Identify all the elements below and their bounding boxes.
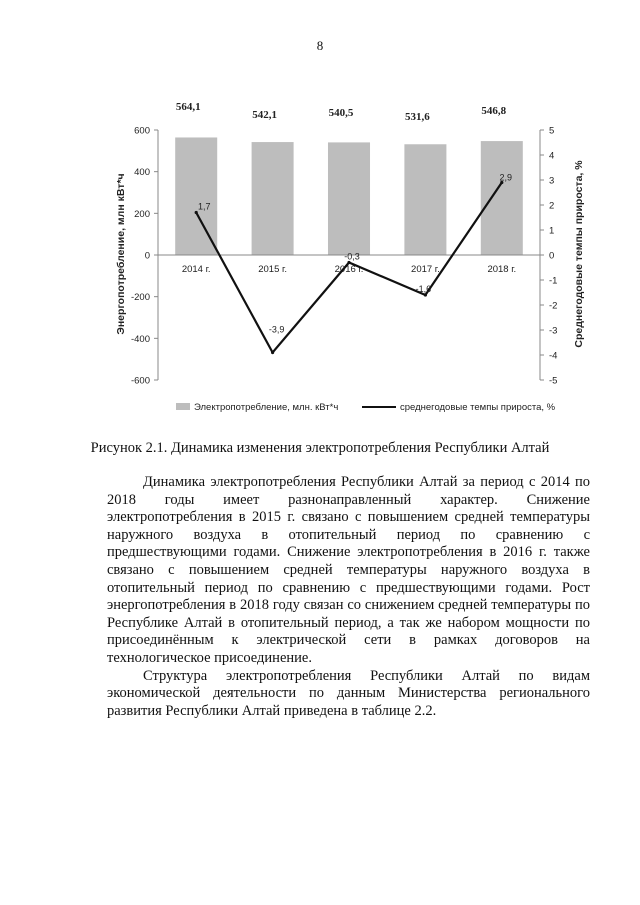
y2-tick-label-3: 2 bbox=[549, 200, 555, 212]
legend-line-label: среднегодовые темпы прироста, % bbox=[400, 402, 556, 413]
bars-layer bbox=[175, 137, 523, 255]
y2-tick-label-6: -1 bbox=[549, 275, 558, 287]
y-axis-label: Энергопотребление, млн кВт*ч bbox=[115, 173, 127, 335]
y-tick-label-0: 600 bbox=[134, 125, 150, 137]
growth-rate-label-0: 1,7 bbox=[197, 201, 211, 212]
bar-3 bbox=[404, 144, 446, 255]
y2-tick-label-1: 4 bbox=[549, 150, 555, 162]
page-number: 8 bbox=[316, 38, 324, 53]
y-tick-label-2: 200 bbox=[134, 208, 150, 220]
y-tick-label-3: 0 bbox=[144, 250, 150, 262]
growth-rate-label-4: 2,9 bbox=[499, 172, 513, 183]
y2-tick-label-9: -4 bbox=[549, 350, 558, 362]
y-tick-label-1: 400 bbox=[134, 167, 150, 179]
body-text bbox=[107, 474, 590, 720]
y2-axis-label: Среднегодовые темпы прироста, % bbox=[573, 160, 585, 348]
paragraph-2: Структура электропотребления Республики Алтай по видам экономической деятельности по данным Министерства регионального развития Республики Алтай приведена в таблице 2.2. bbox=[107, 667, 590, 719]
x-tick-label-4: 2018 г. bbox=[487, 264, 517, 275]
chart-legend bbox=[176, 402, 556, 413]
bar-value-label-2: 540,5 bbox=[328, 107, 354, 119]
x-tick-label-0: 2014 г. bbox=[181, 264, 211, 275]
bar-value-label-0: 564,1 bbox=[175, 101, 201, 113]
bar-1 bbox=[252, 142, 294, 255]
x-tick-label-1: 2015 г. bbox=[258, 264, 287, 275]
y-tick-label-6: -600 bbox=[130, 375, 150, 387]
bar-value-label-4: 546,8 bbox=[481, 105, 507, 117]
y2-tick-label-5: 0 bbox=[549, 250, 555, 262]
y2-tick-label-7: -2 bbox=[549, 300, 558, 312]
bar-2 bbox=[328, 142, 370, 255]
y-tick-label-5: -400 bbox=[130, 333, 150, 345]
y-tick-label-4: -200 bbox=[130, 292, 150, 304]
legend-bar-swatch bbox=[176, 403, 190, 410]
y2-tick-label-10: -5 bbox=[549, 375, 558, 387]
x-tick-label-2: 2016 г. bbox=[334, 264, 364, 275]
y2-tick-label-4: 1 bbox=[549, 225, 555, 237]
bar-value-label-1: 542,1 bbox=[252, 109, 277, 121]
legend-bar-label: Электропотребление, млн. кВт*ч bbox=[194, 402, 339, 413]
growth-rate-label-1: -3,9 bbox=[268, 324, 285, 335]
figure-caption: Рисунок 2.1. Динамика изменения электропотребления Республики Алтай bbox=[90, 440, 550, 456]
growth-rate-label-2: -0,3 bbox=[344, 251, 360, 262]
growth-rate-point-1 bbox=[271, 351, 274, 354]
consumption-chart bbox=[100, 82, 600, 427]
y2-tick-label-8: -3 bbox=[549, 325, 558, 337]
y2-tick-label-2: 3 bbox=[549, 175, 555, 187]
y2-tick-label-0: 5 bbox=[549, 125, 555, 137]
paragraph-1: Динамика электропотребления Республики Алтай за период с 2014 по 2018 годы имеет разнонаправленный характер. Снижение электропотребления в 2015 г. связано с повышением средней температуры наружного воздуха в отопительный период по сравнению с предшествующими годами. Снижение электропотребления в 2016 г. также связано с повышением средней температуры наружного воздуха в отопительный период по сравнению с предшествующими годами. Рост энергопотребления в 2018 году связан со снижением средней температуры по Республике Алтай в отопительный период, а так же набором мощности по присоединённым к электрической сети в рамках договоров на технологическое присоединение. bbox=[107, 474, 590, 666]
bar-4 bbox=[481, 141, 523, 255]
x-tick-label-3: 2017 г. bbox=[411, 264, 440, 275]
bar-value-label-3: 531,6 bbox=[405, 111, 430, 123]
growth-rate-label-3: -1,6 bbox=[415, 284, 432, 294]
